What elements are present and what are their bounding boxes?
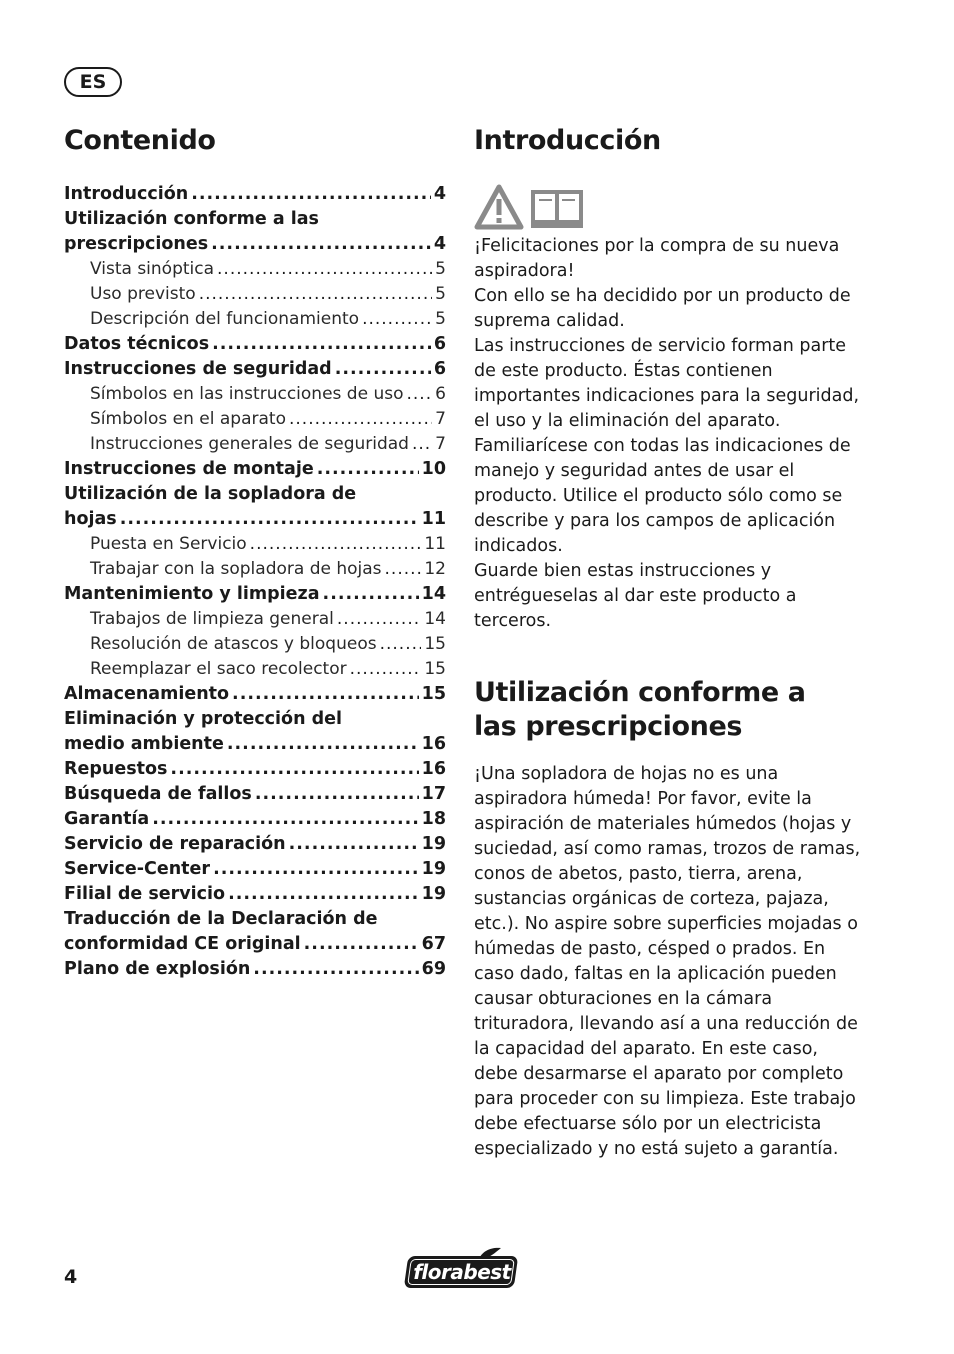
toc-entry-title: Servicio de reparación [64,834,286,854]
toc-entry[interactable] [64,757,446,782]
toc-entry-title: Traducción de la Declaración de [64,909,378,929]
toc-leader-dots [317,457,419,482]
toc-entry[interactable] [64,407,446,432]
toc-leader-dots [152,807,418,832]
toc-entry-title: Utilización de la sopladora de [64,484,357,504]
toc-list [64,182,446,982]
toc-entry-title: Introducción [64,184,189,204]
toc-entry-page: 69 [421,959,446,979]
toc-entry[interactable] [64,207,446,232]
toc-entry[interactable] [64,257,446,282]
toc-leader-dots [362,307,432,332]
toc-entry-page: 11 [421,509,446,529]
toc-entry[interactable] [64,782,446,807]
toc-entry-page: 17 [421,784,446,804]
toc-entry-title: medio ambiente [64,734,224,754]
toc-entry-page: 67 [421,934,446,954]
intro-paragraph: ¡Felicitaciones por la compra de su nueva aspiradora! [474,236,840,281]
toc-entry-title: Instrucciones de seguridad [64,359,332,379]
intro-paragraph: Guarde bien estas instrucciones y entrégueselas al dar este producto a terceros. [474,561,797,631]
toc-entry-title: Resolución de atascos y bloqueos [90,634,377,654]
toc-entry-title: Garantía [64,809,150,829]
intro-heading: Introducción [474,125,661,156]
toc-entry-title: Plano de explosión [64,959,251,979]
toc-entry-page: 11 [424,534,446,554]
toc-leader-dots [304,932,419,957]
toc-entry[interactable] [64,957,446,982]
toc-entry-title: Datos técnicos [64,334,210,354]
toc-entry[interactable] [64,282,446,307]
toc-entry-page: 15 [424,634,446,654]
toc-entry[interactable] [64,182,446,207]
toc-entry-page: 14 [424,609,446,629]
brand-logo [404,1246,520,1292]
toc-entry-title: Eliminación y protección del [64,709,343,729]
toc-entry-page: 10 [421,459,446,479]
toc-entry-page: 6 [433,334,446,354]
toc-entry[interactable] [64,507,446,532]
toc-leader-dots [337,607,421,632]
utilizacion-heading [474,676,864,744]
toc-leader-dots [120,507,419,532]
toc-entry[interactable] [64,557,446,582]
toc-leader-dots [289,832,419,857]
toc-title: Contenido [64,125,216,156]
warning-triangle-icon [474,184,524,230]
toc-entry-title: Vista sinóptica [90,259,215,279]
toc-leader-dots [250,532,422,557]
intro-paragraph: Con ello se ha decidido por un producto de suprema calidad. [474,286,851,331]
toc-entry-title: Instrucciones generales de seguridad [90,434,409,454]
utilizacion-text: ¡Una sopladora de hojas no es una aspiradora húmeda! Por favor, evite la aspiración de materiales húmedos (hojas y suciedad, así como ramas, trozos de ramas, conos de abetos, pasto, tierra, arena, sustancias orgánicas de corteza, pajaza, etc.). No aspire sobre superficies mojadas o húmedas de pasto, césped o prados. En caso dado, faltas en la aplicación pueden causar obturaciones en la cámara trituradora, llevando así a una reducción de la capacidad del aparato. En este caso, debe desarmarse el aparato por completo para proceder con su limpieza. Este trabajo debe efectuarse sólo por un electricista especializado y no está sujeto a garantía. [474,764,861,1159]
toc-leader-dots [255,782,419,807]
toc-leader-dots [412,432,432,457]
toc-leader-dots [253,957,418,982]
manual-book-icon [530,188,584,230]
toc-entry-page: 4 [433,234,446,254]
toc-entry-title: Búsqueda de fallos [64,784,252,804]
toc-entry[interactable] [64,482,446,507]
toc-entry[interactable] [64,657,446,682]
toc-leader-dots [212,332,431,357]
toc-entry-page: 6 [433,359,446,379]
toc-entry[interactable] [64,232,446,257]
toc-entry-page: 19 [421,834,446,854]
toc-entry[interactable] [64,907,446,932]
toc-entry[interactable] [64,857,446,882]
toc-entry-page: 19 [421,884,446,904]
toc-leader-dots [335,357,431,382]
toc-entry[interactable] [64,457,446,482]
utilizacion-heading-line1: Utilización conforme a [474,677,806,708]
toc-entry-title: Símbolos en las instrucciones de uso [90,384,404,404]
toc-leader-dots [350,657,422,682]
toc-entry-title: hojas [64,509,117,529]
toc-entry-title: Utilización conforme a las [64,209,319,229]
toc-entry-title: Service-Center [64,859,211,879]
toc-leader-dots [228,882,419,907]
toc-entry-page: 15 [421,684,446,704]
toc-entry-title: conformidad CE original [64,934,301,954]
toc-entry[interactable] [64,882,446,907]
toc-entry-title: Repuestos [64,759,168,779]
toc-entry[interactable] [64,807,446,832]
toc-entry-title: Mantenimiento y limpieza [64,584,320,604]
toc-entry-title: Descripción del funcionamiento [90,309,360,329]
toc-entry[interactable] [64,732,446,757]
toc-entry[interactable] [64,832,446,857]
toc-entry-title: Trabajos de limpieza general [90,609,334,629]
toc-entry-page: 7 [435,409,446,429]
toc-entry-title: Reemplazar el saco recolector [90,659,347,679]
toc-entry-page: 19 [421,859,446,879]
intro-icons [474,182,864,230]
toc-entry-title: Trabajar con la sopladora de hojas [90,559,382,579]
toc-entry[interactable] [64,357,446,382]
toc-leader-dots [406,382,432,407]
toc-entry-title: Símbolos en el aparato [90,409,286,429]
toc-entry[interactable] [64,607,446,632]
toc-entry-title: prescripciones [64,234,209,254]
logo-text: florabest [413,1260,511,1284]
toc-entry-page: 12 [424,559,446,579]
toc-entry-page: 5 [435,309,446,329]
toc-entry[interactable] [64,532,446,557]
toc-entry[interactable] [64,707,446,732]
toc-entry-page: 18 [421,809,446,829]
intro-text [474,234,864,634]
toc-entry[interactable] [64,382,446,407]
intro-paragraph: Las instrucciones de servicio forman parte de este producto. Éstas contienen importantes indicaciones para la seguridad, el uso y la eliminación del aparato. Familiarícese con todas las indicaciones de manejo y seguridad antes de usar el producto. Utilice el producto sólo como se describe y para los campos de aplicación indicados. [474,336,860,556]
toc-leader-dots [191,182,431,207]
toc-entry-title: Instrucciones de montaje [64,459,314,479]
toc-leader-dots [170,757,418,782]
toc-leader-dots [289,407,432,432]
page-number: 4 [64,1266,78,1288]
toc-leader-dots [323,582,419,607]
content-column [474,124,864,1162]
toc-entry-page: 14 [421,584,446,604]
toc-entry-page: 4 [433,184,446,204]
toc-leader-dots [232,682,419,707]
toc-entry[interactable] [64,332,446,357]
toc-leader-dots [380,632,422,657]
toc-entry[interactable] [64,307,446,332]
toc-leader-dots [213,857,419,882]
toc-leader-dots [227,732,419,757]
toc-entry-page: 15 [424,659,446,679]
toc-entry-title: Almacenamiento [64,684,230,704]
toc-entry-page: 16 [421,734,446,754]
toc-column [64,124,446,982]
toc-leader-dots [211,232,431,257]
toc-entry-page: 5 [435,259,446,279]
utilizacion-heading-line2: las prescripciones [474,711,743,742]
toc-entry-page: 7 [435,434,446,454]
toc-entry[interactable] [64,932,446,957]
toc-entry-title: Filial de servicio [64,884,226,904]
language-badge: ES [64,67,122,97]
toc-entry-page: 16 [421,759,446,779]
toc-entry-page: 5 [435,284,446,304]
toc-entry[interactable] [64,632,446,657]
toc-entry-page: 6 [435,384,446,404]
toc-entry-title: Uso previsto [90,284,196,304]
toc-leader-dots [385,557,422,582]
toc-entry[interactable] [64,432,446,457]
toc-entry[interactable] [64,682,446,707]
toc-entry-title: Puesta en Servicio [90,534,247,554]
toc-leader-dots [199,282,432,307]
toc-leader-dots [217,257,432,282]
toc-entry[interactable] [64,582,446,607]
